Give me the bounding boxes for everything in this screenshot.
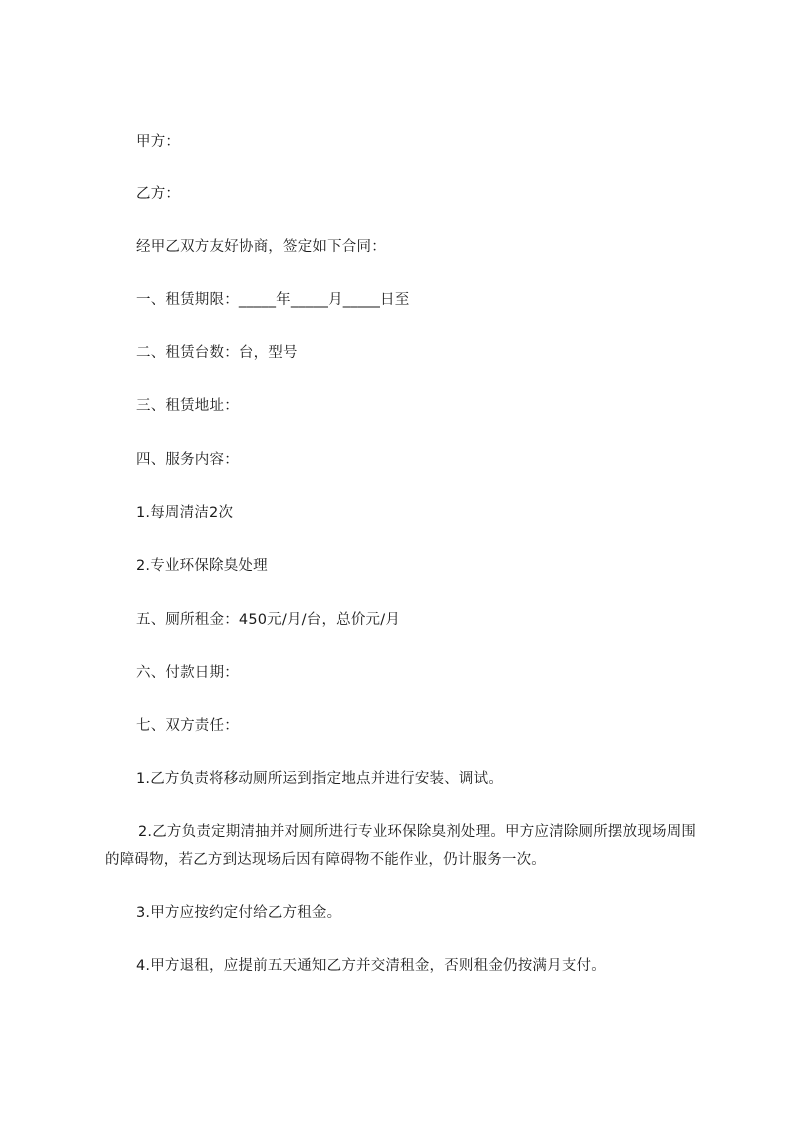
responsibility-item-3: 3.甲方应按约定付给乙方租金。 — [136, 905, 342, 921]
party-a-line: 甲方： — [136, 134, 181, 150]
clause-payment-date: 六、付款日期： — [136, 665, 239, 681]
service-item-2: 2.专业环保除臭处理 — [136, 558, 268, 574]
responsibility-item-2-text: 2.乙方负责定期清抽并对厕所进行专业环保除臭剂处理。甲方应清除厕所摆放现场周围的障碍物，若乙方到达现场后因有障碍物不能作业，仍计服务一次。 — [105, 824, 697, 868]
clause-service-content: 四、服务内容： — [136, 452, 239, 468]
clause-rent: 五、厕所租金：450元/月/台，总价元/月 — [136, 612, 401, 628]
preamble: 经甲乙双方友好协商，签定如下合同： — [136, 239, 386, 255]
clause-lease-term: 一、租赁期限：_____年_____月_____日至 — [136, 292, 410, 308]
responsibility-item-4: 4.甲方退租，应提前五天通知乙方并交清租金，否则租金仍按满月支付。 — [136, 958, 606, 974]
responsibility-item-2 — [105, 818, 705, 874]
service-item-1: 1.每周清洁2次 — [136, 505, 234, 521]
clause-responsibilities: 七、双方责任： — [136, 718, 239, 734]
party-b-line: 乙方： — [136, 186, 181, 202]
clause-lease-quantity: 二、租赁台数：台，型号 — [136, 345, 298, 361]
clause-lease-address: 三、租赁地址： — [136, 398, 239, 414]
responsibility-item-1: 1.乙方负责将移动厕所运到指定地点并进行安装、调试。 — [136, 771, 504, 787]
